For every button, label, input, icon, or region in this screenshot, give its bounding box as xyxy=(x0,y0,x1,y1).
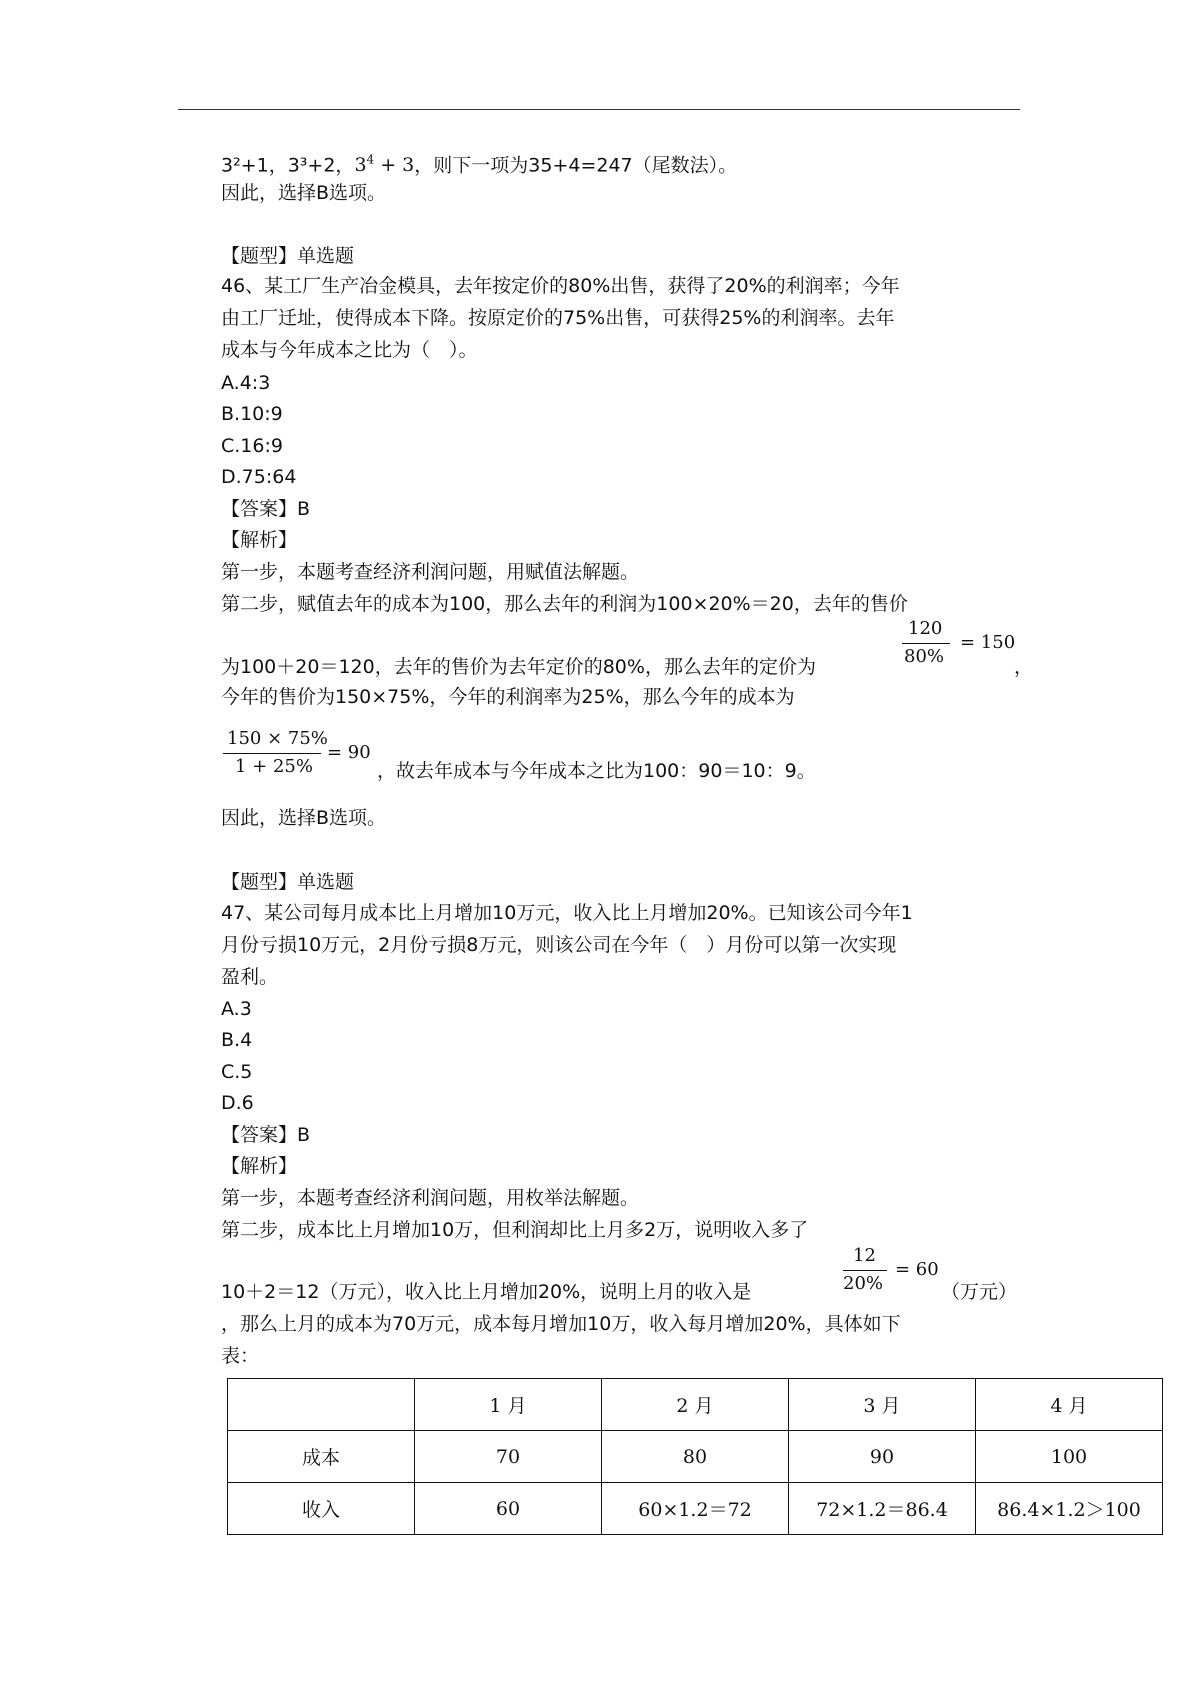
q46-step-2-line-4: ，故去年成本与今年成本之比为100：90＝10：9。 xyxy=(377,760,816,782)
q46-option-b: B.10:9 xyxy=(221,403,283,425)
q46-option-c: C.16:9 xyxy=(221,435,283,457)
q47-stem-line-1: 47、某公司每月成本比上月增加10万元，收入比上月增加20%。已知该公司今年1 xyxy=(221,902,913,924)
fraction-result: = 60 xyxy=(895,1259,939,1280)
table-row xyxy=(228,1431,1163,1483)
table-cell: 60×1.2＝72 xyxy=(602,1483,789,1535)
q47-step-2-line-1: 第二步，成本比上月增加10万，但利润却比上月多2万，说明收入多了 xyxy=(221,1219,809,1241)
fraction-numerator: 12 xyxy=(853,1245,876,1266)
q46-step-2-line-3: 今年的售价为150×75%，今年的利润率为25%，那么今年的成本为 xyxy=(221,686,795,708)
fraction-denominator: 80% xyxy=(904,646,945,667)
q47-unit: （万元） xyxy=(941,1281,1018,1303)
q46-step-2-line-2: 为100＋20＝120，去年的售价为去年定价的80%，那么去年的定价为 xyxy=(221,656,816,678)
q47-answer: 【答案】B xyxy=(221,1124,311,1146)
sequence-line xyxy=(221,147,737,178)
table-cell: 72×1.2＝86.4 xyxy=(789,1483,976,1535)
fraction-denominator: 1 + 25% xyxy=(235,756,313,777)
table-row xyxy=(228,1483,1163,1535)
q46-type-label: 【题型】单选题 xyxy=(221,245,355,267)
q47-step-2-line-4: 表： xyxy=(221,1345,260,1367)
q47-step-2-line-3: ，那么上月的成本为70万元，成本每月增加10万，收入每月增加20%，具体如下 xyxy=(221,1313,901,1335)
q46-answer: 【答案】B xyxy=(221,498,311,520)
sequence-text: 3²+1，3³+2， xyxy=(221,154,355,177)
q47-option-d: D.6 xyxy=(221,1092,254,1114)
fraction-bar xyxy=(223,753,321,754)
table-header-cell: 2 月 xyxy=(602,1379,789,1431)
q47-stem-line-3: 盈利。 xyxy=(221,966,279,988)
table-cell: 80 xyxy=(602,1431,789,1483)
fraction-result: = 150 xyxy=(960,632,1016,653)
q46-step-2-comma: ， xyxy=(1014,656,1034,678)
q46-conclusion: 因此，选择B选项。 xyxy=(221,807,387,829)
fraction-numerator: 150 × 75% xyxy=(227,728,328,749)
q47-step-1: 第一步，本题考查经济利润问题，用枚举法解题。 xyxy=(221,1187,640,1209)
q46-option-d: D.75:64 xyxy=(221,466,297,488)
q46-stem-line-3: 成本与今年成本之比为（ ）。 xyxy=(221,339,478,361)
table-cell: 86.4×1.2＞100 xyxy=(976,1483,1163,1535)
table-header-cell: 4 月 xyxy=(976,1379,1163,1431)
q46-analysis-label: 【解析】 xyxy=(221,529,298,551)
table-cell: 60 xyxy=(415,1483,602,1535)
table-header-cell xyxy=(228,1379,415,1431)
table-cell: 100 xyxy=(976,1431,1163,1483)
table-row-label: 成本 xyxy=(228,1431,415,1483)
table-header-row xyxy=(228,1379,1163,1431)
fraction-bar xyxy=(902,643,950,644)
q47-option-a: A.3 xyxy=(221,998,252,1020)
cost-income-table xyxy=(227,1378,1163,1535)
fraction-bar xyxy=(843,1270,887,1271)
intro-conclusion: 因此，选择B选项。 xyxy=(221,182,387,204)
fraction-150x75pct-over-1plus25pct xyxy=(221,728,391,784)
q47-analysis-label: 【解析】 xyxy=(221,1155,298,1177)
table-header-cell: 3 月 xyxy=(789,1379,976,1431)
q46-step-2-line-1: 第二步，赋值去年的成本为100，那么去年的利润为100×20%＝20，去年的售价 xyxy=(221,593,908,615)
q46-stem-line-2: 由工厂迁址，使得成本下降。按原定价的75%出售，可获得25%的利润率。去年 xyxy=(221,307,895,329)
q46-stem-line-1: 46、某工厂生产冶金模具，去年按定价的80%出售，获得了20%的利润率；今年 xyxy=(221,275,900,297)
fraction-denominator: 20% xyxy=(843,1273,884,1294)
power-expression: $3^4 + 3$ xyxy=(354,153,415,177)
q46-step-1: 第一步，本题考查经济利润问题，用赋值法解题。 xyxy=(221,561,640,583)
q47-stem-line-2: 月份亏损10万元，2月份亏损8万元，则该公司在今年（ ）月份可以第一次实现 xyxy=(221,934,897,956)
table-row-label: 收入 xyxy=(228,1483,415,1535)
fraction-numerator: 120 xyxy=(908,618,943,639)
q47-option-b: B.4 xyxy=(221,1029,253,1051)
table-cell: 90 xyxy=(789,1431,976,1483)
q47-type-label: 【题型】单选题 xyxy=(221,871,355,893)
q47-step-2-line-2: 10＋2＝12（万元），收入比上月增加20%，说明上月的收入是 xyxy=(221,1281,752,1303)
fraction-12-over-20pct xyxy=(839,1245,949,1301)
table-cell: 70 xyxy=(415,1431,602,1483)
q47-option-c: C.5 xyxy=(221,1061,253,1083)
fraction-result: = 90 xyxy=(327,742,371,763)
q46-option-a: A.4:3 xyxy=(221,372,271,394)
header-rule xyxy=(178,109,1020,110)
sequence-conclusion: ，则下一项为35+4=247（尾数法）。 xyxy=(414,154,738,177)
table-header-cell: 1 月 xyxy=(415,1379,602,1431)
